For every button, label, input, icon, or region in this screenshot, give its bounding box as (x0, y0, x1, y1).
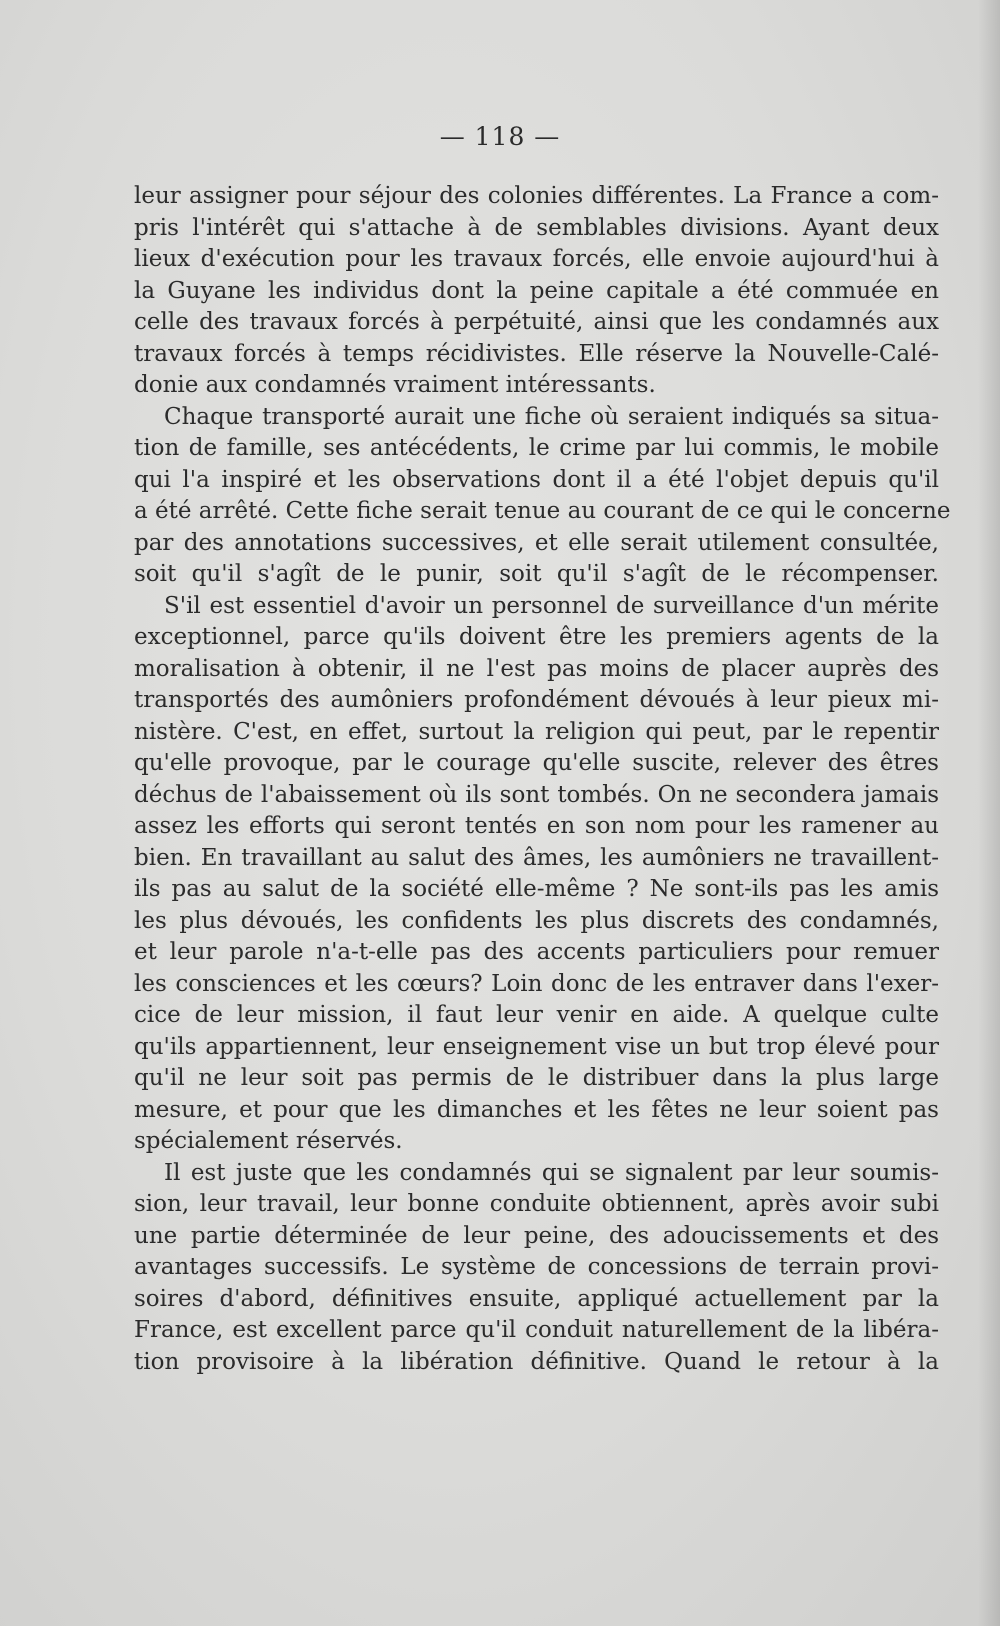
text-line: déchus de l'abaissement où ils sont tombés. On ne secondera jamais (134, 781, 939, 808)
text-line: a été arrêté. Cette fiche serait tenue au courant de ce qui le concerne (134, 498, 951, 524)
text-line: les consciences et les cœurs? Loin donc de les entraver dans l'exer- (134, 970, 939, 997)
text-line: qu'il ne leur soit pas permis de le distribuer dans la plus large (134, 1065, 939, 1091)
text-line: Chaque transporté aurait une fiche où seraient indiqués sa situa- (164, 403, 939, 430)
text-line: exceptionnel, parce qu'ils doivent être les premiers agents de la (134, 624, 939, 650)
text-line: cice de leur mission, il faut leur venir en aide. A quelque culte (134, 1002, 939, 1028)
text-line: nistère. C'est, en effet, surtout la religion qui peut, par le repentir (134, 718, 939, 745)
text-line: spécialement réservés. (134, 1128, 403, 1154)
text-line: lieux d'exécution pour les travaux forcés, elle envoie aujourd'hui à (134, 246, 939, 272)
text-line: et leur parole n'a-t-elle pas des accents particuliers pour remuer (134, 939, 939, 965)
text-line: transportés des aumôniers profondément dévoués à leur pieux mi- (134, 687, 939, 713)
text-line: qu'ils appartiennent, leur enseignement vise un but trop élevé pour (134, 1033, 939, 1060)
text-line: pris l'intérêt qui s'attache à de semblables divisions. Ayant deux (134, 214, 939, 241)
text-line: qui l'a inspiré et les observations dont il a été l'objet depuis qu'il (134, 466, 939, 493)
text-line: donie aux condamnés vraiment intéressants. (134, 372, 656, 398)
text-line: avantages successifs. Le système de concessions de terrain provi- (134, 1254, 939, 1280)
text-line: Il est juste que les condamnés qui se signalent par leur soumis- (164, 1159, 939, 1186)
text-line: moralisation à obtenir, il ne l'est pas moins de placer auprès des (134, 655, 939, 682)
page-number: — 118 — (439, 122, 561, 151)
text-line: travaux forcés à temps récidivistes. Elle réserve la Nouvelle-Calé- (134, 340, 939, 367)
text-line: soit qu'il s'agît de le punir, soit qu'il s'agît de le récompenser. (134, 561, 939, 587)
text-line: S'il est essentiel d'avoir un personnel de surveillance d'un mérite (164, 592, 939, 619)
text-line: bien. En travaillant au salut des âmes, les aumôniers ne travaillent- (134, 844, 939, 871)
body-text (134, 181, 951, 1378)
text-line: France, est excellent parce qu'il conduit naturellement de la libéra- (134, 1317, 939, 1343)
text-line: sion, leur travail, leur bonne conduite obtiennent, après avoir subi (134, 1191, 939, 1217)
text-line: soires d'abord, définitives ensuite, appliqué actuellement par la (134, 1285, 939, 1312)
text-line: assez les efforts qui seront tentés en son nom pour les ramener au (134, 813, 939, 839)
text-line: leur assigner pour séjour des colonies différentes. La France a com- (134, 183, 939, 209)
text-line: la Guyane les individus dont la peine capitale a été commuée en (134, 277, 939, 304)
text-line: celle des travaux forcés à perpétuité, ainsi que les condamnés aux (134, 309, 939, 335)
text-line: une partie déterminée de leur peine, des adoucissements et des (134, 1222, 939, 1249)
text-line: mesure, et pour que les dimanches et les fêtes ne leur soient pas (134, 1096, 939, 1123)
text-line: tion de famille, ses antécédents, le crime par lui commis, le mobile (134, 435, 939, 461)
text-line: qu'elle provoque, par le courage qu'elle suscite, relever des êtres (134, 750, 939, 776)
page-edge-shadow (978, 0, 1000, 1626)
text-line: les plus dévoués, les confidents les plus discrets des condamnés, (134, 907, 939, 934)
text-line: par des annotations successives, et elle serait utilement consultée, (134, 529, 939, 556)
text-line: ils pas au salut de la société elle-même ? Ne sont-ils pas les amis (134, 876, 939, 902)
text-line: tion provisoire à la libération définitive. Quand le retour à la (134, 1348, 939, 1375)
